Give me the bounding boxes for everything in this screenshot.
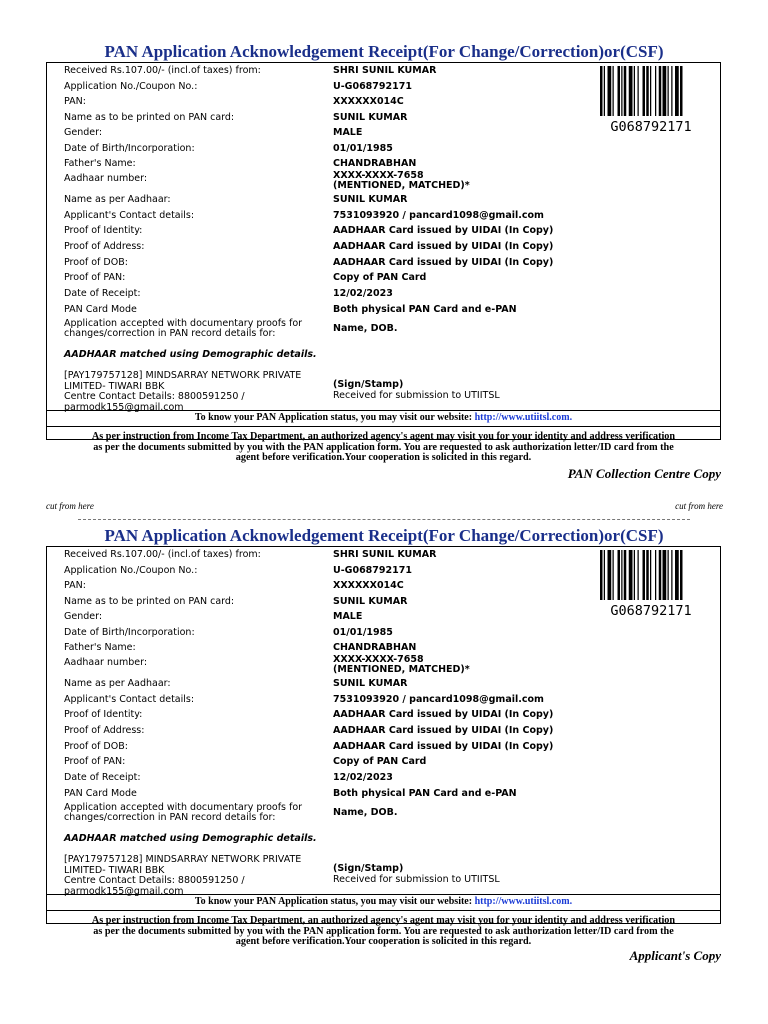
field-label: Proof of DOB:	[64, 257, 128, 268]
barcode-bar	[629, 550, 633, 600]
barcode-bar	[613, 66, 614, 116]
instruction-line: As per instruction from Income Tax Department, an authorized agency's agent may visit you for your identity and address verification	[91, 915, 676, 926]
instruction-line: as per the documents submitted by you with the PAN application form. You are requested to ask authorization letter/ID card from the	[93, 925, 674, 937]
aadhaar-match-note: AADHAAR matched using Demographic details.	[64, 833, 317, 844]
field-label: Father's Name:	[64, 158, 136, 169]
field-value: AADHAAR Card issued by UIDAI (In Copy)	[333, 741, 554, 752]
field-label: Application No./Coupon No.:	[64, 81, 198, 92]
barcode-bar	[621, 550, 622, 600]
field-value: XXXX-XXXX-7658	[333, 654, 424, 665]
field-value: 7531093920 / pancard1098@gmail.com	[333, 694, 544, 705]
field-value: 12/02/2023	[333, 288, 393, 299]
receipt-box	[46, 62, 721, 463]
agent-email: parmodk155@gmail.com	[64, 401, 184, 413]
field-label: Application No./Coupon No.:	[64, 565, 198, 576]
copy-label: PAN Collection Centre Copy	[567, 466, 721, 481]
field-value: 7531093920 / pancard1098@gmail.com	[333, 210, 544, 221]
field-value: XXXXXX014C	[333, 96, 404, 107]
agent-line: [PAY179757128] MINDSARRAY NETWORK PRIVATE	[64, 370, 302, 381]
agent-details	[64, 371, 314, 413]
aadhaar-match-note: AADHAAR matched using Demographic details.	[64, 349, 317, 360]
copy-label: Applicant's Copy	[629, 948, 721, 963]
field-label: PAN Card Mode	[64, 788, 137, 799]
field-label: Date of Birth/Incorporation:	[64, 143, 195, 154]
agent-line: LIMITED- TIWARI BBK	[64, 380, 165, 392]
barcode-bar	[638, 66, 639, 116]
field-label: Name as per Aadhaar:	[64, 194, 171, 205]
barcode-bar	[600, 550, 603, 600]
barcode-bar	[624, 550, 627, 600]
field-label: Applicant's Contact details:	[64, 694, 195, 705]
field-label: Applicant's Contact details:	[64, 210, 195, 221]
field-value-continued: (MENTIONED, MATCHED)*	[333, 664, 470, 675]
barcode-bar	[668, 550, 669, 600]
barcode-bar	[604, 66, 605, 116]
field-label: Father's Name:	[64, 642, 136, 653]
status-text: To know your PAN Application status, you may visit our website:	[194, 896, 475, 907]
barcode-bar	[675, 66, 679, 116]
verification-instruction	[47, 432, 720, 464]
receipt-box	[46, 546, 721, 947]
barcode	[600, 550, 700, 600]
barcode-bar	[618, 66, 621, 116]
field-label: PAN:	[64, 580, 86, 591]
field-value: MALE	[333, 611, 363, 622]
field-value: Name, DOB.	[333, 807, 398, 818]
instruction-line: as per the documents submitted by you with the PAN application form. You are requested to ask authorization letter/ID card from the	[93, 441, 674, 453]
field-value: Copy of PAN Card	[333, 272, 427, 283]
barcode-number: G068792171	[610, 119, 692, 135]
field-label: PAN:	[64, 96, 86, 107]
barcode-bar	[608, 66, 612, 116]
field-label: Proof of Identity:	[64, 225, 143, 236]
barcode-bar	[650, 66, 651, 116]
barcode-bar	[624, 66, 627, 116]
barcode-bar	[671, 66, 672, 116]
agent-line: LIMITED- TIWARI BBK	[64, 864, 165, 876]
field-value: CHANDRABHAN	[333, 642, 417, 653]
field-label: Name as per Aadhaar:	[64, 678, 171, 689]
field-value: AADHAAR Card issued by UIDAI (In Copy)	[333, 225, 554, 236]
field-label: Proof of DOB:	[64, 741, 128, 752]
field-label: Proof of Identity:	[64, 709, 143, 720]
instruction-line: agent before verification.Your cooperation is solicited in this regard.	[235, 936, 532, 947]
sign-stamp-label: (Sign/Stamp)	[333, 379, 404, 390]
field-value: SHRI SUNIL KUMAR	[333, 549, 437, 560]
field-label: Proof of PAN:	[64, 272, 126, 283]
barcode	[600, 66, 700, 116]
barcode-bar	[604, 550, 605, 600]
barcode-bar	[613, 550, 614, 600]
barcode-bar	[668, 66, 669, 116]
cut-here-left: cut from here	[46, 501, 94, 511]
barcode-bar	[634, 550, 635, 600]
instruction-line: agent before verification.Your cooperation is solicited in this regard.	[235, 452, 532, 463]
field-label: Application accepted with documentary proofs for	[64, 802, 303, 813]
field-value: SUNIL KUMAR	[333, 194, 408, 205]
barcode-bar	[634, 66, 635, 116]
barcode-bar	[671, 550, 672, 600]
barcode-bar	[659, 66, 662, 116]
field-value: 01/01/1985	[333, 143, 393, 154]
cut-line	[78, 519, 690, 520]
barcode-bar	[680, 66, 683, 116]
field-value: SUNIL KUMAR	[333, 678, 408, 689]
field-value: Both physical PAN Card and e-PAN	[333, 304, 517, 315]
field-label: Aadhaar number:	[64, 657, 148, 668]
receipt-title: PAN Application Acknowledgement Receipt(For Change/Correction)or(CSF)	[104, 526, 664, 545]
field-label: Received Rs.107.00/- (incl.of taxes) from:	[64, 65, 261, 76]
agent-line: Centre Contact Details: 8800591250 /	[64, 391, 245, 402]
field-label-continued: changes/correction in PAN record details for:	[64, 328, 276, 339]
utiitsl-link[interactable]: http://www.utiitsl.com.	[474, 412, 573, 423]
field-value: MALE	[333, 127, 363, 138]
barcode-bar	[643, 550, 646, 600]
field-value: Copy of PAN Card	[333, 756, 427, 767]
received-for-submission: Received for submission to UTIITSL	[333, 873, 500, 885]
field-value: XXXX-XXXX-7658	[333, 170, 424, 181]
field-label: Gender:	[64, 127, 103, 138]
field-label: Received Rs.107.00/- (incl.of taxes) from:	[64, 549, 261, 560]
sign-stamp	[333, 380, 500, 401]
barcode-bar	[646, 550, 649, 600]
field-label: Proof of Address:	[64, 725, 145, 736]
field-label: Name as to be printed on PAN card:	[64, 112, 235, 123]
field-value: AADHAAR Card issued by UIDAI (In Copy)	[333, 241, 554, 252]
field-value: AADHAAR Card issued by UIDAI (In Copy)	[333, 725, 554, 736]
barcode-bar	[663, 550, 667, 600]
field-value: AADHAAR Card issued by UIDAI (In Copy)	[333, 709, 554, 720]
status-text: To know your PAN Application status, you may visit our website:	[194, 412, 475, 423]
field-value: CHANDRABHAN	[333, 158, 417, 169]
barcode-bar	[638, 550, 639, 600]
sign-stamp-label: (Sign/Stamp)	[333, 863, 404, 874]
field-label: Name as to be printed on PAN card:	[64, 596, 235, 607]
barcode-bar	[659, 550, 662, 600]
divider	[47, 894, 720, 895]
field-value: Name, DOB.	[333, 323, 398, 334]
sign-stamp	[333, 864, 500, 885]
barcode-bar	[646, 66, 649, 116]
field-label: Date of Birth/Incorporation:	[64, 627, 195, 638]
divider	[47, 410, 720, 411]
field-value: Both physical PAN Card and e-PAN	[333, 788, 517, 799]
barcode-bar	[608, 550, 612, 600]
field-value: XXXXXX014C	[333, 580, 404, 591]
barcode-bar	[663, 66, 667, 116]
instruction-line: As per instruction from Income Tax Department, an authorized agency's agent may visit you for your identity and address verification	[91, 431, 676, 442]
status-line	[47, 412, 720, 423]
barcode-bar	[618, 550, 621, 600]
field-value-continued: (MENTIONED, MATCHED)*	[333, 180, 470, 191]
field-value: 12/02/2023	[333, 772, 393, 783]
cut-here-right: cut from here	[675, 501, 723, 511]
barcode-bar	[629, 66, 633, 116]
received-for-submission: Received for submission to UTIITSL	[333, 389, 500, 401]
status-line	[47, 896, 720, 907]
receipt-title: PAN Application Acknowledgement Receipt(For Change/Correction)or(CSF)	[104, 42, 664, 61]
barcode-bar	[621, 66, 622, 116]
verification-instruction	[47, 916, 720, 948]
field-label-continued: changes/correction in PAN record details for:	[64, 812, 276, 823]
field-label: Aadhaar number:	[64, 173, 148, 184]
barcode-bar	[650, 550, 651, 600]
agent-line: Centre Contact Details: 8800591250 /	[64, 875, 245, 886]
field-value: U-G068792171	[333, 81, 412, 92]
field-value: U-G068792171	[333, 565, 412, 576]
utiitsl-link[interactable]: http://www.utiitsl.com.	[474, 896, 573, 907]
field-label: Date of Receipt:	[64, 772, 141, 783]
field-value: SUNIL KUMAR	[333, 596, 408, 607]
barcode-number: G068792171	[610, 603, 692, 619]
agent-details	[64, 855, 314, 897]
barcode-bar	[655, 550, 656, 600]
field-label: Application accepted with documentary proofs for	[64, 318, 303, 329]
field-label: PAN Card Mode	[64, 304, 137, 315]
agent-line: [PAY179757128] MINDSARRAY NETWORK PRIVATE	[64, 854, 302, 865]
field-value: AADHAAR Card issued by UIDAI (In Copy)	[333, 257, 554, 268]
field-label: Gender:	[64, 611, 103, 622]
field-value: SUNIL KUMAR	[333, 112, 408, 123]
barcode-bar	[643, 66, 646, 116]
barcode-bar	[655, 66, 656, 116]
field-label: Proof of Address:	[64, 241, 145, 252]
agent-email: parmodk155@gmail.com	[64, 885, 184, 897]
field-label: Proof of PAN:	[64, 756, 126, 767]
field-value: SHRI SUNIL KUMAR	[333, 65, 437, 76]
barcode-bar	[680, 550, 683, 600]
field-label: Date of Receipt:	[64, 288, 141, 299]
barcode-bar	[600, 66, 603, 116]
barcode-bar	[675, 550, 679, 600]
divider	[47, 910, 720, 911]
divider	[47, 426, 720, 427]
field-value: 01/01/1985	[333, 627, 393, 638]
